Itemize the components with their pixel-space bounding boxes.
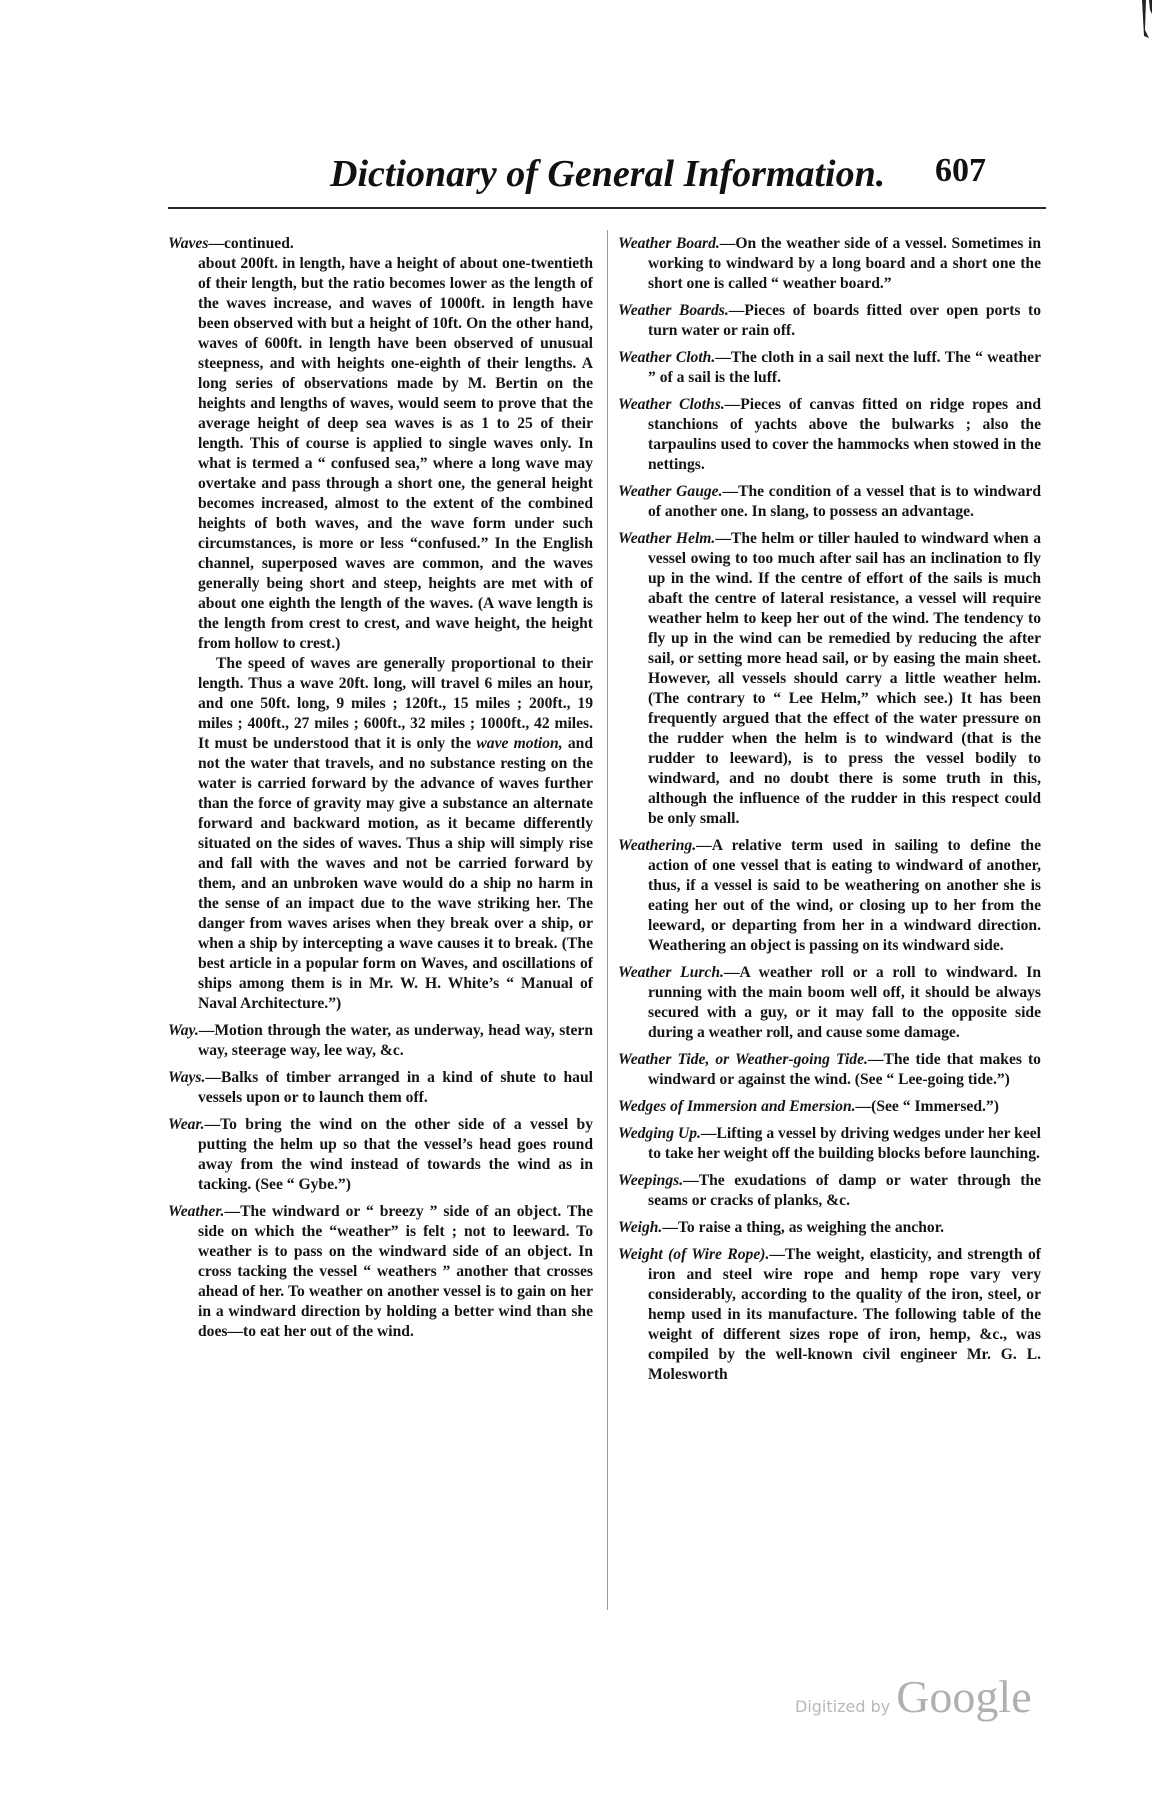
waves-paragraph-2 — [168, 654, 593, 1014]
entry-text: —Motion through the water, as underway, head way, stern way, steerage way, lee way, &c. — [198, 1022, 593, 1059]
entry-text: —A relative term used in sailing to define the action of one vessel that is eating to windward of another, thus, if a vessel is said to be weathering on another she is eating her out of the wind, or closing up to her from the leeward, or departing from her in a windward direction. Weathering an object is passing on its windward side. — [648, 837, 1041, 954]
entry-waves-heading — [168, 234, 593, 254]
entry-text: —The cloth in a sail next the luff. The “ weather ” of a sail is the luff. — [648, 349, 1041, 386]
entry-weather-tide — [618, 1050, 1041, 1090]
entry-weather — [168, 1202, 593, 1342]
entry-term: Weight (of Wire Rope). — [618, 1246, 770, 1263]
entry-term: Weathering. — [618, 837, 697, 854]
page-number: 607 — [935, 152, 986, 189]
entry-text: —Pieces of boards fitted over open ports to turn water or rain off. — [648, 302, 1041, 339]
entry-term: Weather Boards. — [618, 302, 729, 319]
entry-text: —Pieces of canvas fitted on ridge ropes and stanchions of yachts above the bulwarks ; also the tarpaulins used to cover the hammocks when stowed in the nettings. — [648, 396, 1041, 473]
waves-paragraph-2-start: The speed of waves are generally proportional to their length. Thus a wave 20ft. long, will travel 6 miles an hour, and one 50ft. long, 9 miles ; 120ft., 15 miles ; 200ft., 19 miles ; 400ft., 27 miles ; 600ft., 32 miles ; 1000ft., 42 miles. It must be understood that it is only the — [198, 655, 593, 752]
entry-term: Waves — [168, 235, 209, 252]
entry-weather-gauge — [618, 482, 1041, 522]
entry-text: —To raise a thing, as weighing the anchor. — [662, 1219, 945, 1236]
entry-term: Weigh. — [618, 1219, 663, 1236]
page-title: Dictionary of General Information. — [330, 153, 886, 195]
entry-weather-cloth — [618, 348, 1041, 388]
entry-ways — [168, 1068, 593, 1108]
entry-text: —The windward or “ breezy ” side of an object. The side on which the “weather” is felt ; not to leeward. To weather is to pass on the windward side of an object. In cross tacking the vessel “ weathers ” another that crosses ahead of her. To weather on another vessel is to gain on her in a windward direction by holding a better wind than she does—to eat her out of the wind. — [198, 1203, 593, 1340]
entry-wear — [168, 1115, 593, 1195]
entry-wedging-up — [618, 1124, 1041, 1164]
watermark-brand: Google — [896, 1671, 1032, 1722]
entry-weather-boards — [618, 301, 1041, 341]
left-column — [168, 234, 593, 1349]
entry-text: —The weight, elasticity, and strength of iron and steel wire rope and hemp rope vary very considerably, according to the quality of the iron, steel, or hemp used in its manufacture. The following table of the weight of different sizes rope of iron, hemp, &c., was compiled by the well-known civil engineer Mr. G. L. Molesworth — [648, 1246, 1041, 1383]
entry-text: —The condition of a vessel that is to windward of another one. In slang, to possess an advantage. — [648, 483, 1041, 520]
entry-text: —The tide that makes to windward or against the wind. (See “ Lee-going tide.”) — [648, 1051, 1041, 1088]
entry-text: —To bring the wind on the other side of a vessel by putting the helm up so that the vessel’s head goes round away from the wind instead of towards the wind as in tacking. (See “ Gybe.”) — [198, 1116, 593, 1193]
entry-text: —On the weather side of a vessel. Sometimes in working to windward by a long board and a short one the short one is called “ weather board.” — [648, 235, 1041, 292]
waves-paragraph-1: about 200ft. in length, have a height of about one-twentieth of their length, but the ratio becomes lower as the length of the waves increase, and waves of 1000ft. in length have been observed with but a height of 10ft. On the other hand, waves of 600ft. in length have been observed of unusual steepness, and with heights one-eighth of their lengths. A long series of observations made by M. Bertin on the heights and lengths of waves, would seem to prove that the average height of deep sea waves is as 1 to 25 of their length. This of course is applied to single waves only. In what is termed a “ confused sea,” where a long wave may overtake and pass through a short one, the general height becomes increased, almost to the extent of the combined heights of both waves, and the wave form under such circumstances, is more or less “confused.” In the English channel, superposed waves are common, and the waves generally being short and steep, heights are met with of about one eighth the length of the waves. (A wave length is the length from crest to crest, and wave height, the height from hollow to crest.) — [198, 255, 593, 652]
entry-term: Weather Cloths. — [618, 396, 725, 413]
page-edge-mark — [1140, 0, 1153, 40]
right-column — [618, 234, 1041, 1392]
entry-weather-lurch — [618, 963, 1041, 1043]
column-divider — [607, 230, 608, 1610]
entry-continued: —continued. — [208, 235, 294, 252]
entry-wedges-of-immersion — [618, 1097, 1041, 1117]
entry-term: Weather Lurch. — [618, 964, 724, 981]
header-rule — [168, 207, 1046, 209]
digitized-watermark — [795, 1670, 1032, 1723]
watermark-prefix: Digitized by — [795, 1697, 891, 1716]
entry-term: Weather Helm. — [618, 530, 716, 547]
entry-weepings — [618, 1171, 1041, 1211]
entry-text: —(See “ Immersed.”) — [855, 1098, 999, 1115]
entry-weather-cloths — [618, 395, 1041, 475]
entry-text: —The exudations of damp or water through the seams or cracks of planks, &c. — [648, 1172, 1041, 1209]
entry-term: Weepings. — [618, 1172, 684, 1189]
entry-weigh — [618, 1218, 1041, 1238]
entry-weather-board — [618, 234, 1041, 294]
entry-text: —A weather roll or a roll to windward. In running with the main boom well off, it should be always secured with a guy, or it may fall to the opposite side during a weather roll, and cause some damage. — [648, 964, 1041, 1041]
entry-term: Weather Cloth. — [618, 349, 716, 366]
entry-term: Way. — [168, 1022, 199, 1039]
entry-term: Weather Gauge. — [618, 483, 723, 500]
entry-term: Weather Board. — [618, 235, 720, 252]
entry-term: Weather. — [168, 1203, 225, 1220]
entry-term: Wedging Up. — [618, 1125, 701, 1142]
entry-weathering — [618, 836, 1041, 956]
waves-paragraph-2-end: and not the water that travels, and no substance resting on the water is carried forward by the advance of waves further than the force of gravity may give a substance an alternate forward and backward motion, as it became differently situated on the sides of waves. Thus a ship will simply rise and fall with the waves and not be carried forward by them, and an unbroken wave would do a ship no harm in the sense of an impact due to the wave striking her. The danger from waves arises when they break over a ship, or when a ship by intercepting a wave causes it to break. (The best article in a popular form on Waves, and oscillations of ships among them is in Mr. W. H. White’s “ Manual of Naval Architecture.”) — [198, 735, 593, 1012]
entry-term: Ways. — [168, 1069, 206, 1086]
waves-paragraph-2-italic: wave motion, — [476, 735, 563, 752]
entry-text: —The helm or tiller hauled to windward when a vessel owing to too much after sail has an inclination to fly up in the wind. If the centre of effort of the sails is much abaft the centre of lateral resistance, a vessel will require weather helm to keep her out of the wind. The tendency to fly up in the wind can be remedied by reducing the after sail, or setting more head sail, or by easing the main sheet. However, all vessels should carry a little weather helm. (The contrary to “ Lee Helm,” which see.) It has been frequently argued that the effect of the water pressure on the rudder when the helm is to windward (that is the rudder to leeward), is to press the vessel bodily to windward, and no doubt there is some truth in this, although the influence of the rudder in this respect could be only small. — [648, 530, 1042, 827]
entry-weight-wire-rope — [618, 1245, 1041, 1385]
entry-term: Wedges of Immersion and Emersion. — [618, 1098, 856, 1115]
entry-term: Wear. — [168, 1116, 205, 1133]
entry-text: —Balks of timber arranged in a kind of shute to haul vessels upon or to launch them off. — [198, 1069, 593, 1106]
entry-term: Weather Tide, or Weather-going Tide. — [618, 1051, 868, 1068]
entry-way — [168, 1021, 593, 1061]
entry-weather-helm — [618, 529, 1041, 829]
entry-text: —Lifting a vessel by driving wedges under her keel to take her weight off the building blocks before launching. — [648, 1125, 1041, 1162]
